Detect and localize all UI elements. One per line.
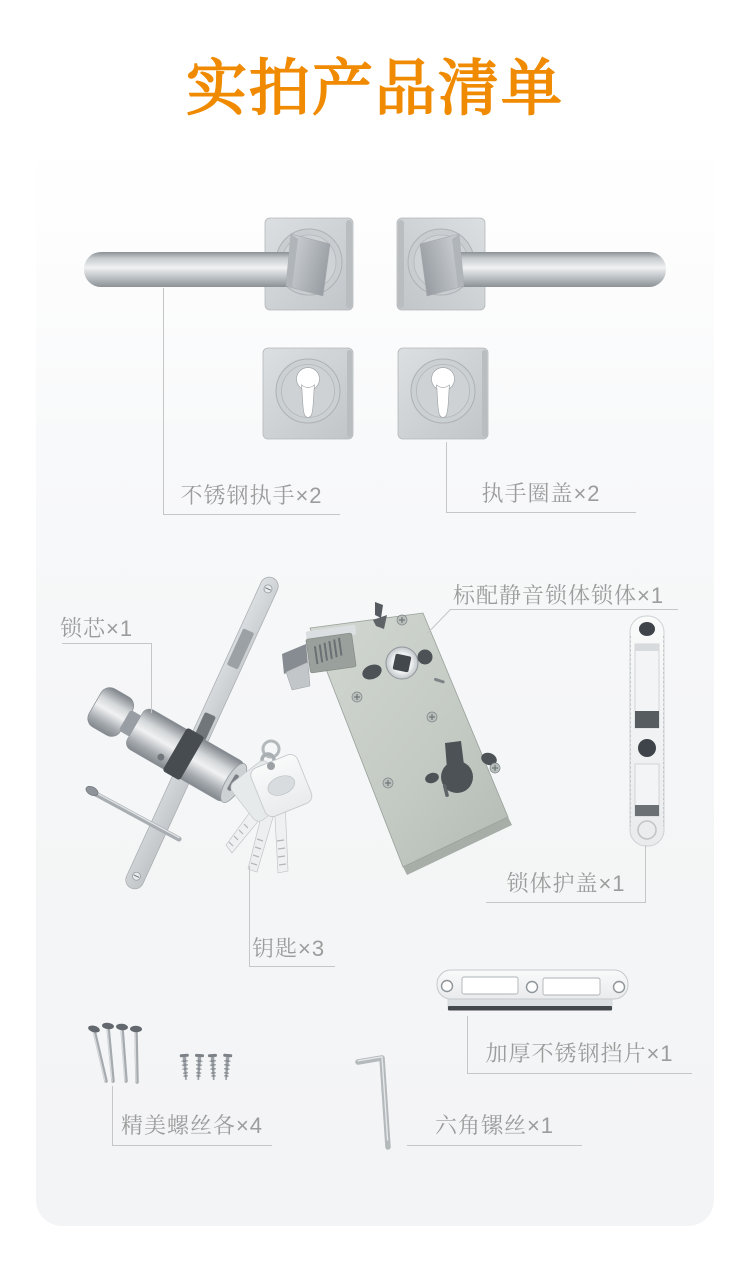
lock-body-label: 标配静音锁体锁体×1 — [453, 583, 665, 608]
strike-plate-photo — [432, 963, 637, 1021]
strike-plate-underline — [467, 1073, 692, 1074]
keys-leader-line — [249, 866, 250, 966]
lock-body-underline — [450, 609, 678, 610]
cover-label: 锁体护盖×1 — [506, 871, 626, 896]
keys-photo — [208, 733, 320, 891]
page-title: 实拍产品清单 — [185, 54, 564, 122]
handles-underline — [163, 514, 340, 515]
long-screws-photo — [86, 1020, 150, 1088]
small-screws-photo — [178, 1051, 234, 1085]
escutcheon-left-photo — [258, 343, 358, 443]
keys-underline — [249, 966, 335, 967]
escutcheon-right-photo — [393, 343, 493, 443]
cover-underline — [486, 902, 646, 903]
handles-label: 不锈钢执手×2 — [180, 483, 323, 508]
escutcheons-underline — [446, 512, 636, 513]
keys-label: 钥匙×3 — [252, 936, 326, 961]
hex-wrench-underline — [407, 1145, 582, 1146]
screws-label: 精美螺丝各×4 — [120, 1113, 264, 1138]
strike-plate-label: 加厚不锈钢挡片×1 — [485, 1041, 674, 1066]
handle-left-photo — [46, 204, 358, 316]
cylinder-label: 锁芯×1 — [60, 616, 134, 641]
screws-underline — [112, 1145, 272, 1146]
fixing-pin-photo — [85, 782, 185, 847]
lock-cover-photo — [622, 612, 670, 848]
cylinder-leader-line — [151, 643, 152, 713]
escutcheons-label: 执手圈盖×2 — [481, 481, 601, 506]
hex-wrench-label: 六角镙丝×1 — [434, 1113, 555, 1138]
cylinder-underline — [62, 643, 152, 644]
hex-wrench-photo — [350, 1050, 396, 1154]
handle-right-photo — [392, 204, 704, 316]
